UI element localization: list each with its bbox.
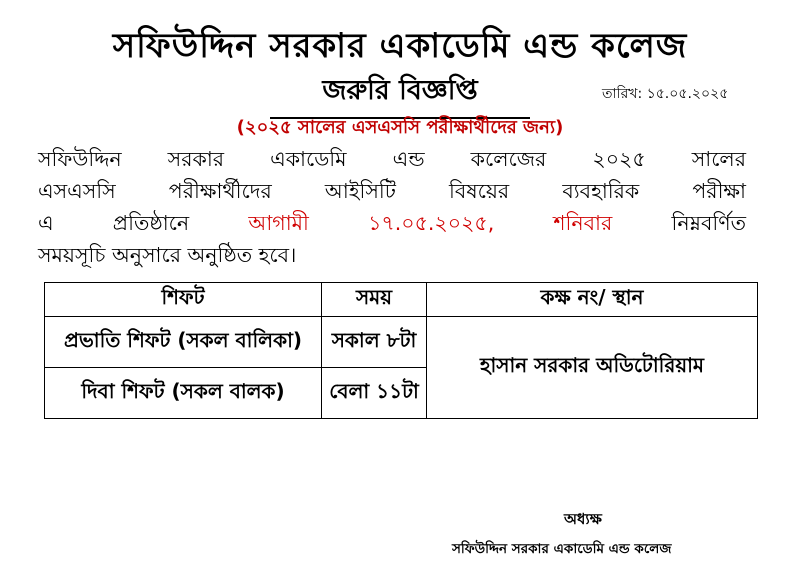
schedule-table (44, 282, 758, 419)
time-cell: বেলা ১১টা (322, 368, 427, 419)
notice-title: জরুরি বিজ্ঞপ্তি (270, 70, 530, 119)
body-line-3 (38, 207, 746, 239)
body-line-2: এসএসসি পরীক্ষার্থীদের আইসিটি বিষয়ের ব্যবহারিক পরীক্ষা (38, 179, 746, 203)
notice-body (38, 143, 746, 271)
table-row (45, 317, 758, 368)
body-line-4: সময়সূচি অনুসারে অনুষ্ঠিত হবে। (38, 243, 297, 267)
header-shift: শিফট (45, 283, 322, 317)
venue-cell: হাসান সরকার অডিটোরিয়াম (427, 317, 758, 419)
exam-date-highlight: আগামী ১৭.০৫.২০২৫, শনিবার (248, 211, 613, 235)
body-line-3-suffix: নিম্নবর্ণিত (671, 211, 746, 235)
body-line-3-prefix: এ প্রতিষ্ঠানে (38, 211, 190, 235)
notice-subtitle: (২০২৫ সালের এসএসসি পরীক্ষার্থীদের জন্য) (236, 117, 564, 138)
table-header-row (45, 283, 758, 317)
body-line-1: সফিউদ্দিন সরকার একাডেমি এন্ড কলেজের ২০২৫ সালের (38, 147, 746, 171)
shift-cell: দিবা শিফট (সকল বালক) (45, 368, 322, 419)
time-cell: সকাল ৮টা (322, 317, 427, 368)
institution-title: সফিউদ্দিন সরকার একাডেমি এন্ড কলেজ (112, 26, 688, 66)
notice-date: তারিখ: ১৫.০৫.২০২৫ (602, 86, 729, 102)
header-venue: কক্ষ নং/ স্থান (427, 283, 758, 317)
shift-cell: প্রভাতি শিফট (সকল বালিকা) (45, 317, 322, 368)
signatory-institution: সফিউদ্দিন সরকার একাডেমি এন্ড কলেজ (452, 541, 672, 557)
header-time: সময় (322, 283, 427, 317)
signatory-title: অধ্যক্ষ (564, 510, 602, 528)
